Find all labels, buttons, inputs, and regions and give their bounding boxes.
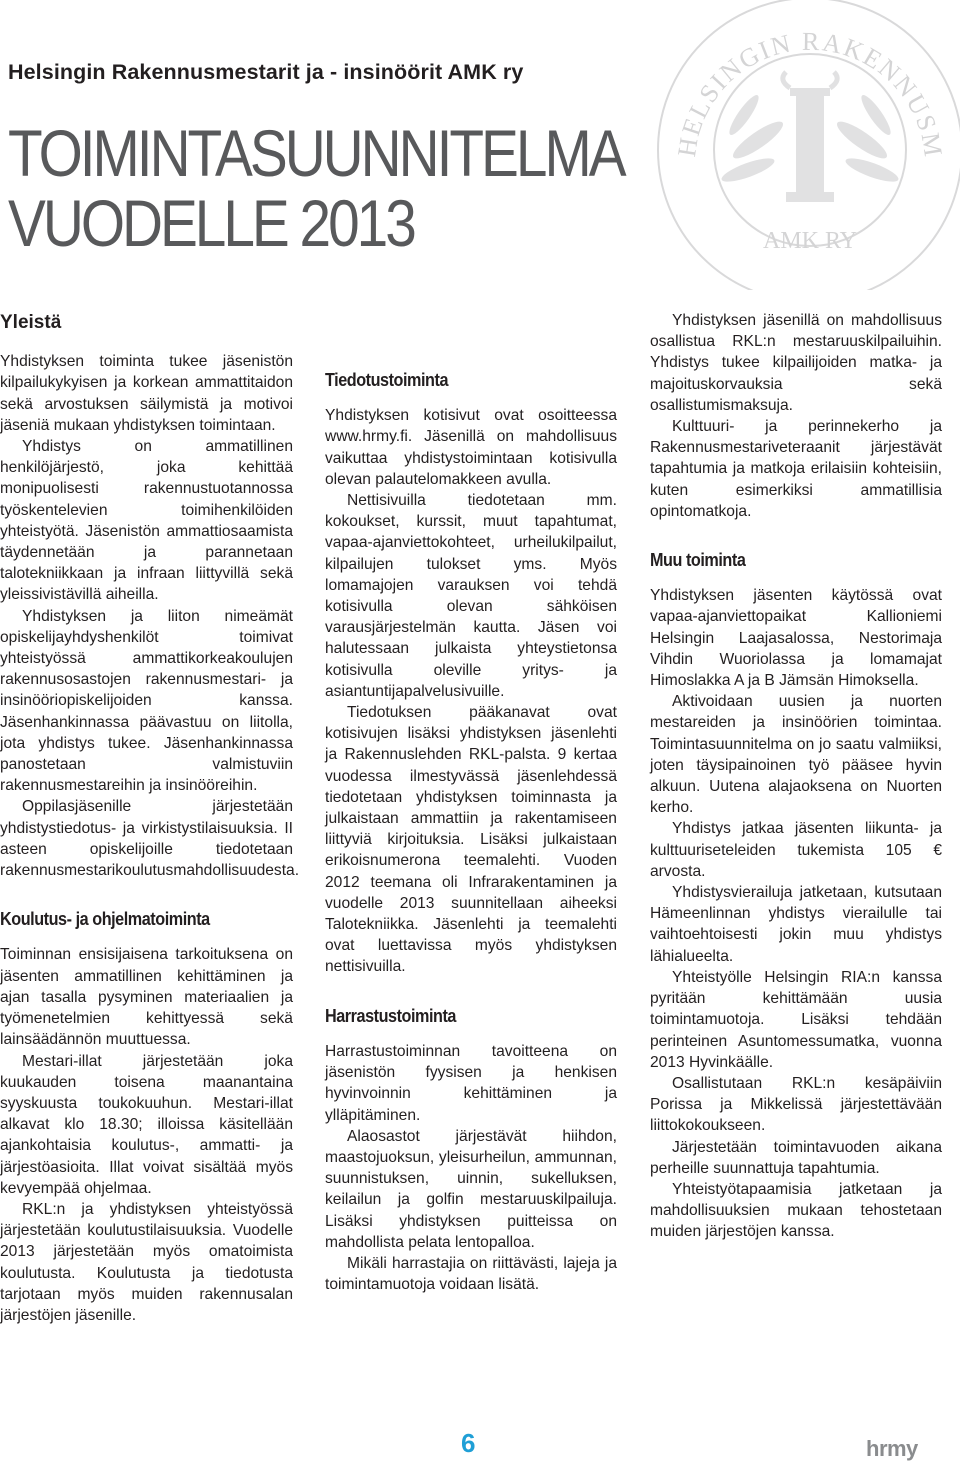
- harrastus-paragraph-4: Yhdistyksen jäsenillä on mahdollisuus osallistua RKL:n mestaruuskilpailuihin. Yhdistys tukee kilpailijoiden matka- ja majoituskorvauksia sekä osallistumismaksuja.: [650, 312, 942, 414]
- muu-paragraph-5: Yhteistyölle Helsingin RIA:n kanssa pyritään kehittämään uusia toimintamuotoja. Lisäksi tehdään perinteinen Asuntomessumatka, vuonna 2013 Hyvinkäälle.: [650, 968, 942, 1071]
- heading-tiedotus: Tiedotustoiminta: [325, 370, 449, 390]
- muu-paragraph-6: Osallistutaan RKL:n kesäpäiviin Porissa ja Mikkelissä järjestettävään liittokokoukseen.: [650, 1074, 942, 1135]
- organization-name: Helsingin Rakennusmestarit ja - insinöörit AMK ry: [8, 60, 524, 84]
- heading-harrastus: Harrastustoiminta: [325, 1005, 456, 1026]
- heading-muu: Muu toiminta: [650, 550, 746, 571]
- yleista-paragraph-2: Yhdistys on ammatillinen henkilöjärjestö, joka kehittää monipuolisesti rakennustuotannossa työskentelevien toimihenkilöiden yhteistyötä. Jäsenistön ammattiosaamista täydennetään ja parannetaan talotekniikkaan ja infraan liittyvillä sekä yleissivistävillä aiheilla.: [0, 438, 293, 604]
- muu-paragraph-3: Yhdistys jatkaa jäsenten liikunta- ja kulttuuriseteleiden tukemista 105 € arvosta.: [650, 820, 942, 880]
- tiedotus-paragraph-3: Tiedotuksen pääkanavat ovat kotisivujen lisäksi yhdistyksen jäsenlehti ja Rakennuslehden RKL-palsta. 9 kertaa vuodessa ilmestyvässä jäsenlehdessä tiedotetaan yhdistyksen toiminnasta ja julkaistaan ammattiin ja rakentamiseen liittyviä kirjoituksia. Lisäksi julkaistaan erikoisnumerona teemalehti. Vuoden 2012 teemana oli Infrarakentaminen ja vuodelle 2013 suunnitellaan aiheeksi Talotekniikka. Jäsenlehti ja teemalehti ovat luettavissa myös yhdistyksen nettisivuilla.: [325, 704, 617, 976]
- heading-koulutus: Koulutus- ja ohjelmatoiminta: [0, 909, 210, 930]
- muu-paragraph-1: Yhdistyksen jäsenten käytössä ovat vapaa-ajanviettopaikat Kallioniemi Helsingin Laajasalossa, Nestorimaja Vihdin Wuoriolassa ja lomamajat Himoslakka A ja B Jämsän Himoksella.: [650, 587, 942, 690]
- harrastus-paragraph-1: Harrastustoiminnan tavoitteena on jäsenistön fyysisen ja henkisen hyvinvoinnin kehittäminen ja ylläpitäminen.: [325, 1042, 617, 1124]
- muu-paragraph-7: Järjestetään toimintavuoden aikana perheille suunnattuja tapahtumia.: [650, 1138, 942, 1177]
- tiedotus-paragraph-2: Nettisivuilla tiedotetaan mm. kokoukset, kurssit, muut tapahtumat, vapaa-ajanviettokohteet, urheilukilpailut, kilpailujen tulokset yms. Myös lomamajojen varauksen voi tehdä kotisivulla olevan sähköisen varausjärjestelmän kautta. Jäsen voi halutessaan julkaista yhteystietonsa kotisivulla oleville yritys- ja asiantuntijapalvelusivuille.: [325, 492, 617, 700]
- page-number: 6: [461, 1428, 476, 1458]
- page-title: [8, 118, 624, 258]
- seal-bottom-text: AMK RY: [762, 228, 858, 254]
- harrastus-paragraph-2: Alaosastot järjestävät hiihdon, maastojuoksun, yleisurheilun, ammunnan, suunnistuksen, uinnin, sukelluksen, keilailun ja golfin mestaruuskilpailuja. Lisäksi yhdistyksen puitteissa on mahdollista pelata lentopalloa.: [325, 1127, 617, 1251]
- column-1: [0, 306, 300, 1326]
- yleista-paragraph-3: Yhdistyksen ja liiton nimeämät opiskelijayhdyshenkilöt toimivat yhteistyössä ammattikorkeakoulujen rakennusosastojen rakennusmestari- ja insinööriopiskelijoiden kanssa. Jäsenhankinnassa päävastuu on liitolla, jota yhdistys tukee. Jäsenhankinnassa panostetaan valmistuviin rakennusmestareihin ja insinööreihin.: [0, 607, 293, 795]
- harrastus-paragraph-3: Mikäli harrastajia on riittävästi, lajeja ja toimintamuotoja voidaan lisätä.: [325, 1254, 617, 1294]
- muu-paragraph-4: Yhdistysvierailuja jatketaan, kutsutaan Hämeenlinnan yhdistys vierailulle tai vaihtoehtoisesti jokin muu yhdistys lähialueelta.: [650, 884, 942, 965]
- yleista-paragraph-4: Oppilasjäsenille järjestetään yhdistystiedotus- ja virkistystilaisuuksia. II asteen opiskelijoille tiedotetaan rakennusmestarikoulutusmahdollisuudesta.: [0, 798, 300, 880]
- svg-text:HELSINGIN RAKENNUSMESTARIT JA: [640, 0, 948, 160]
- koulutus-paragraph-3: RKL:n ja yhdistyksen yhteistyössä järjestetään koulutustilaisuuksia. Vuodelle 2013 järjestetään myös omatoimista koulutusta. Koulutusta ja tiedotusta tarjotaan myös muiden rakennusalan järjestöjen jäsenille.: [0, 1200, 293, 1324]
- muu-paragraph-8: Yhteistyötapaamisia jatketaan ja mahdollisuuksien mukaan tehostetaan muiden järjestöjen kanssa.: [650, 1180, 942, 1241]
- column-3: [650, 310, 942, 1243]
- muu-paragraph-2: Aktivoidaan uusien ja nuorten mestareiden ja insinöörien toimintaa. Toimintasuunnitelma on jo saatu valmiiksi, joten täysipainoinen työ pääsee hyvin alkuun. Uutena alajaoksena on Nuorten kerho.: [650, 693, 942, 817]
- tiedotus-paragraph-1: Yhdistyksen kotisivut ovat osoitteessa www.hrmy.fi. Jäsenillä on mahdollisuus vaikuttaa yhdistystoimintaan kotisivulla olevan palautelomakkeen avulla.: [325, 407, 617, 488]
- title-line-1: TOIMINTASUUNNITELMA: [8, 116, 624, 190]
- heading-yleista: Yleistä: [0, 312, 62, 333]
- koulutus-paragraph-1: Toiminnan ensisijaisena tarkoituksena on jäsenten ammatillinen kehittäminen ja ajan tasalla pysyminen materiaalien ja työmenetelmien kehittyessä sekä lainsäädännön muuttuessa.: [0, 946, 293, 1049]
- brand-logo-text: hrmy: [866, 1436, 918, 1461]
- title-line-2: VUODELLE 2013: [8, 186, 414, 260]
- association-seal-logo: [640, 0, 960, 290]
- seal-arc-text: HELSINGIN RAKENNUSM: [672, 26, 949, 161]
- harrastus-paragraph-5: Kulttuuri- ja perinnekerho ja Rakennusmestariveteraanit järjestävät tapahtumia ja matkoja erilaisiin kohteisiin, kuten esimerkiksi ammatillisia opintomatkoja.: [650, 418, 942, 520]
- yleista-paragraph-1: Yhdistyksen toiminta tukee jäsenistön kilpailukykyisen ja korkean ammattitaidon sekä arvostuksen säilymistä ja motivoi jäseniä mukaan yhdistyksen toimintaan.: [0, 353, 293, 434]
- column-2: [325, 310, 617, 1295]
- koulutus-paragraph-2: Mestari-illat järjestetään joka kuukauden toisena maanantaina syyskuusta toukokuuhun. Mestari-illat alkavat klo 18.30; illoissa käsitellään ajankohtaisia koulutus-, ammatti- ja järjestöasioita. Illat voivat sisältää myös kevyempää ohjelmaa.: [0, 1052, 293, 1197]
